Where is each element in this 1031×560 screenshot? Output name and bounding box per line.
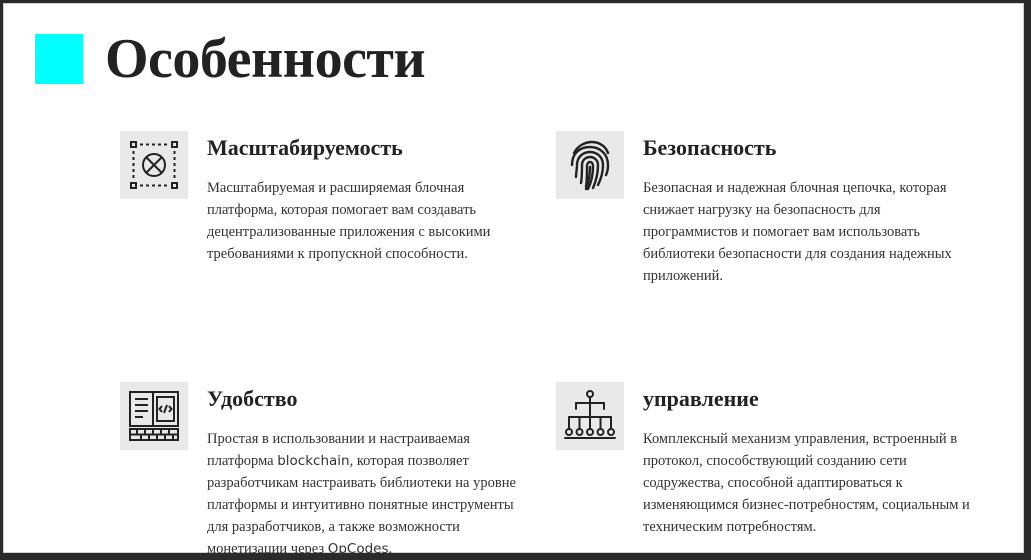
fingerprint-icon bbox=[556, 131, 624, 199]
features-section bbox=[3, 3, 1024, 557]
description-term-opcodes: OpCodes bbox=[327, 541, 389, 557]
feature-description: Безопасная и надежная блочная цепочка, которая снижает нагрузку на безопасность для программистов и помогает вам использовать библиотеки безопасности для создания надежных приложений. bbox=[643, 180, 952, 284]
code-window-icon bbox=[120, 382, 188, 450]
description-part: Простая в использовании и настраиваемая платформа bbox=[207, 431, 470, 469]
scalability-icon bbox=[120, 131, 188, 199]
description-part: , которая позволяет разработчикам настраивать библиотеки на уровне платформы и интуитивно понятные инструменты для разработчиков, а также возможности монетизации через bbox=[207, 453, 516, 557]
description-part: . bbox=[388, 541, 393, 557]
feature-description: Комплексный механизм управления, встроенный в протокол, способствующий созданию сети содружества, способной адаптироваться к изменяющимся бизнес-потребностям, социальным и техническим потребностям. bbox=[643, 431, 970, 535]
feature-title: Масштабируемость bbox=[207, 135, 403, 160]
title-accent-square bbox=[35, 34, 83, 84]
feature-description: Масштабируемая и расширяемая блочная платформа, которая помогает вам создавать децентрализованные приложения с высокими требованиями к пропускной способности. bbox=[207, 180, 491, 262]
hierarchy-tree-icon bbox=[556, 382, 624, 450]
feature-title: управление bbox=[643, 386, 759, 411]
feature-title: Безопасность bbox=[643, 135, 777, 160]
feature-title: Удобство bbox=[207, 386, 298, 411]
feature-description bbox=[207, 428, 537, 557]
page-title: Особенности bbox=[105, 28, 426, 90]
description-term-blockchain: blockchain bbox=[277, 453, 350, 469]
